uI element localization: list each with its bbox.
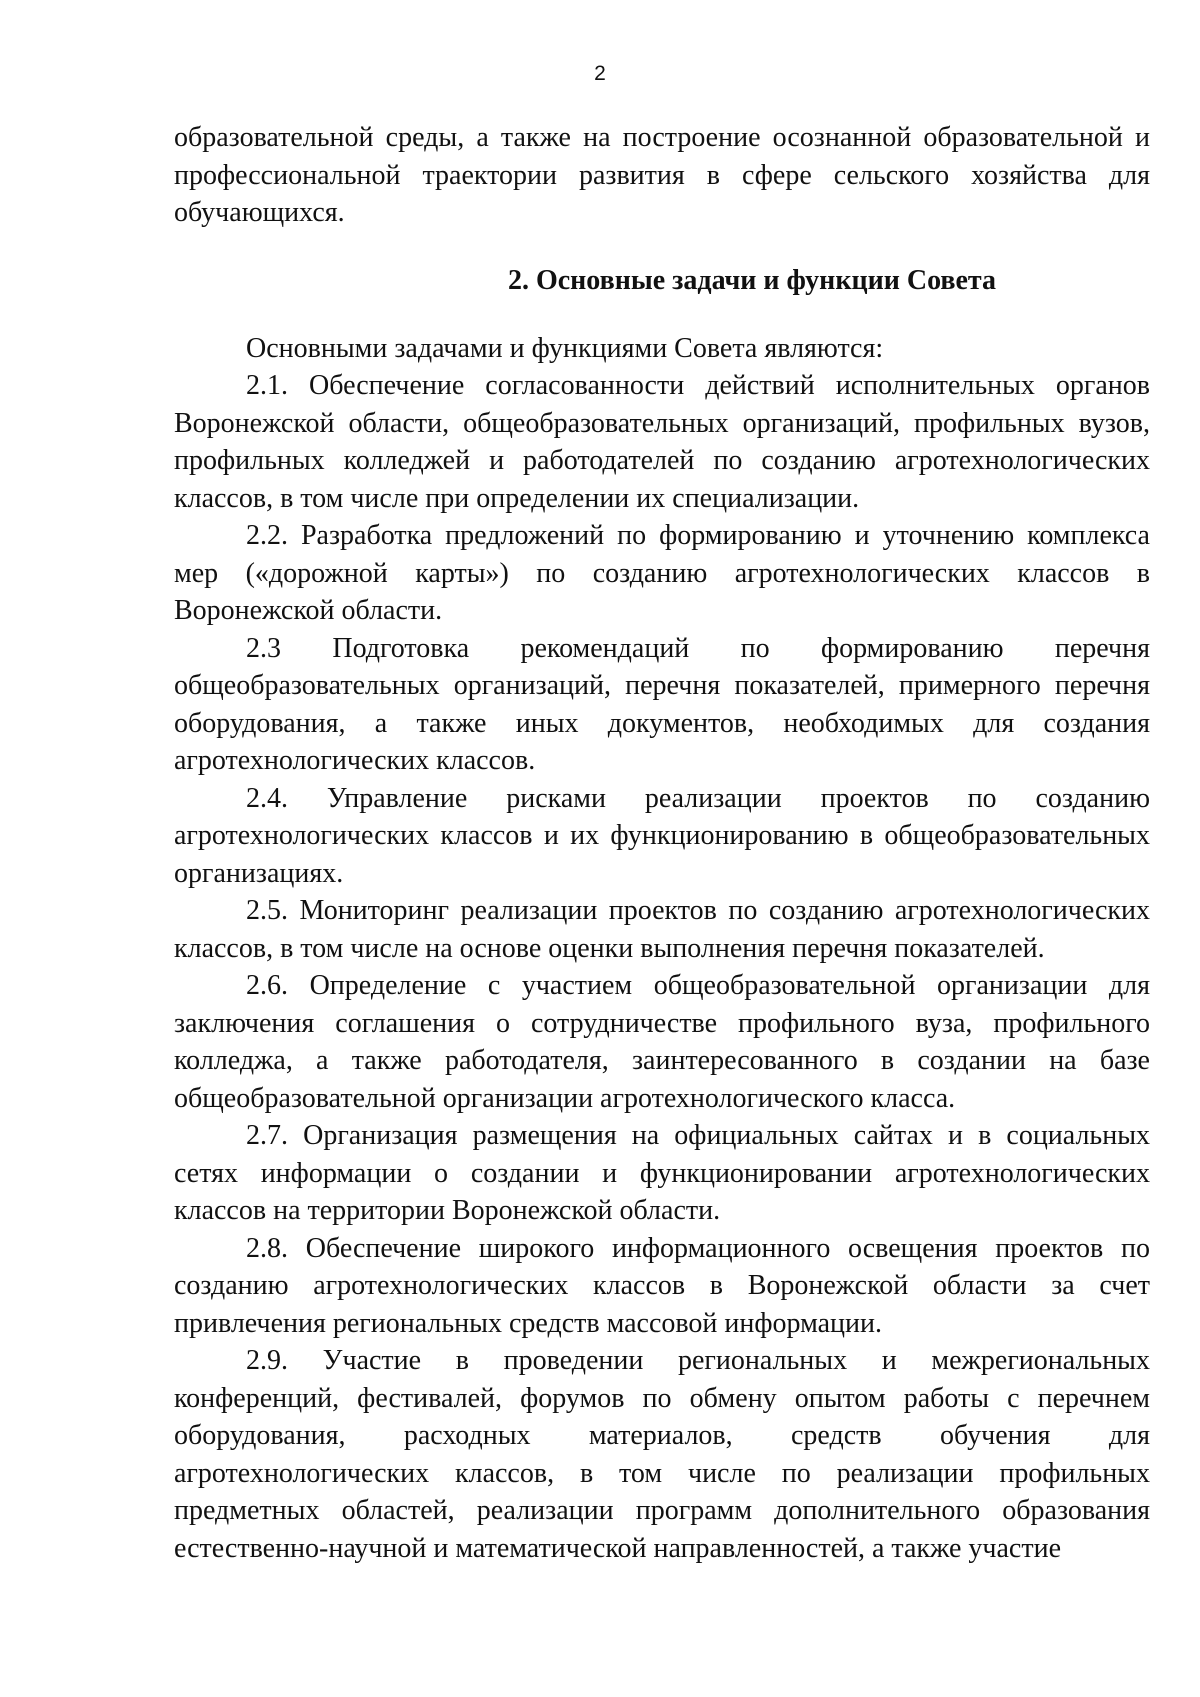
list-item: 2.4. Управление рисками реализации проектов по созданию агротехнологических классов и их функционированию в общеобразовательных организациях.	[174, 782, 1150, 889]
list-item: 2.1. Обеспечение согласованности действий исполнительных органов Воронежской области, общеобразовательных организаций, профильных вузов, профильных колледжей и работодателей по созданию агротехнологических классов, в том числе при определении их специализации.	[174, 370, 1150, 514]
list-item: 2.6. Определение с участием общеобразовательной организации для заключения соглашения о сотрудничестве профильного вуза, профильного колледжа, а также работодателя, заинтересованного в создании на базе общеобразовательной организации агротехнологического класса.	[174, 970, 1150, 1114]
list-item: 2.3 Подготовка рекомендаций по формированию перечня общеобразовательных организаций, перечня показателей, примерного перечня оборудования, а также иных документов, необходимых для создания агротехнологических классов.	[174, 632, 1150, 776]
list-item: 2.7. Организация размещения на официальных сайтах и в социальных сетях информации о создании и функционировании агротехнологических классов на территории Воронежской области.	[174, 1120, 1150, 1226]
intro-paragraph: Основными задачами и функциями Совета являются:	[246, 332, 884, 364]
list-item: 2.8. Обеспечение широкого информационного освещения проектов по созданию агротехнологических классов в Воронежской области за счет привлечения региональных средств массовой информации.	[174, 1232, 1150, 1339]
opening-paragraph: образовательной среды, а также на построение осознанной образовательной и профессиональной траектории развития в сфере сельского хозяйства для обучающихся.	[174, 122, 1150, 228]
section-heading: 2. Основные задачи и функции Совета	[507, 264, 997, 296]
list-item: 2.9. Участие в проведении региональных и межрегиональных конференций, фестивалей, форумов по обмену опытом работы с перечнем оборудования, расходных материалов, средств обучения для агротехнологических классов, в том числе по реализации профильных предметных областей, реализации программ дополнительного образования естественно-научной и математической направленностей, а также участие	[174, 1345, 1150, 1564]
list-item: 2.2. Разработка предложений по формированию и уточнению комплекса мер («дорожной карты») по созданию агротехнологических классов в Воронежской области.	[174, 520, 1150, 626]
list-item: 2.5. Мониторинг реализации проектов по созданию агротехнологических классов, в том числе на основе оценки выполнения перечня показателей.	[174, 895, 1150, 964]
page-number: 2	[594, 62, 606, 85]
document-body	[174, 119, 1150, 1567]
